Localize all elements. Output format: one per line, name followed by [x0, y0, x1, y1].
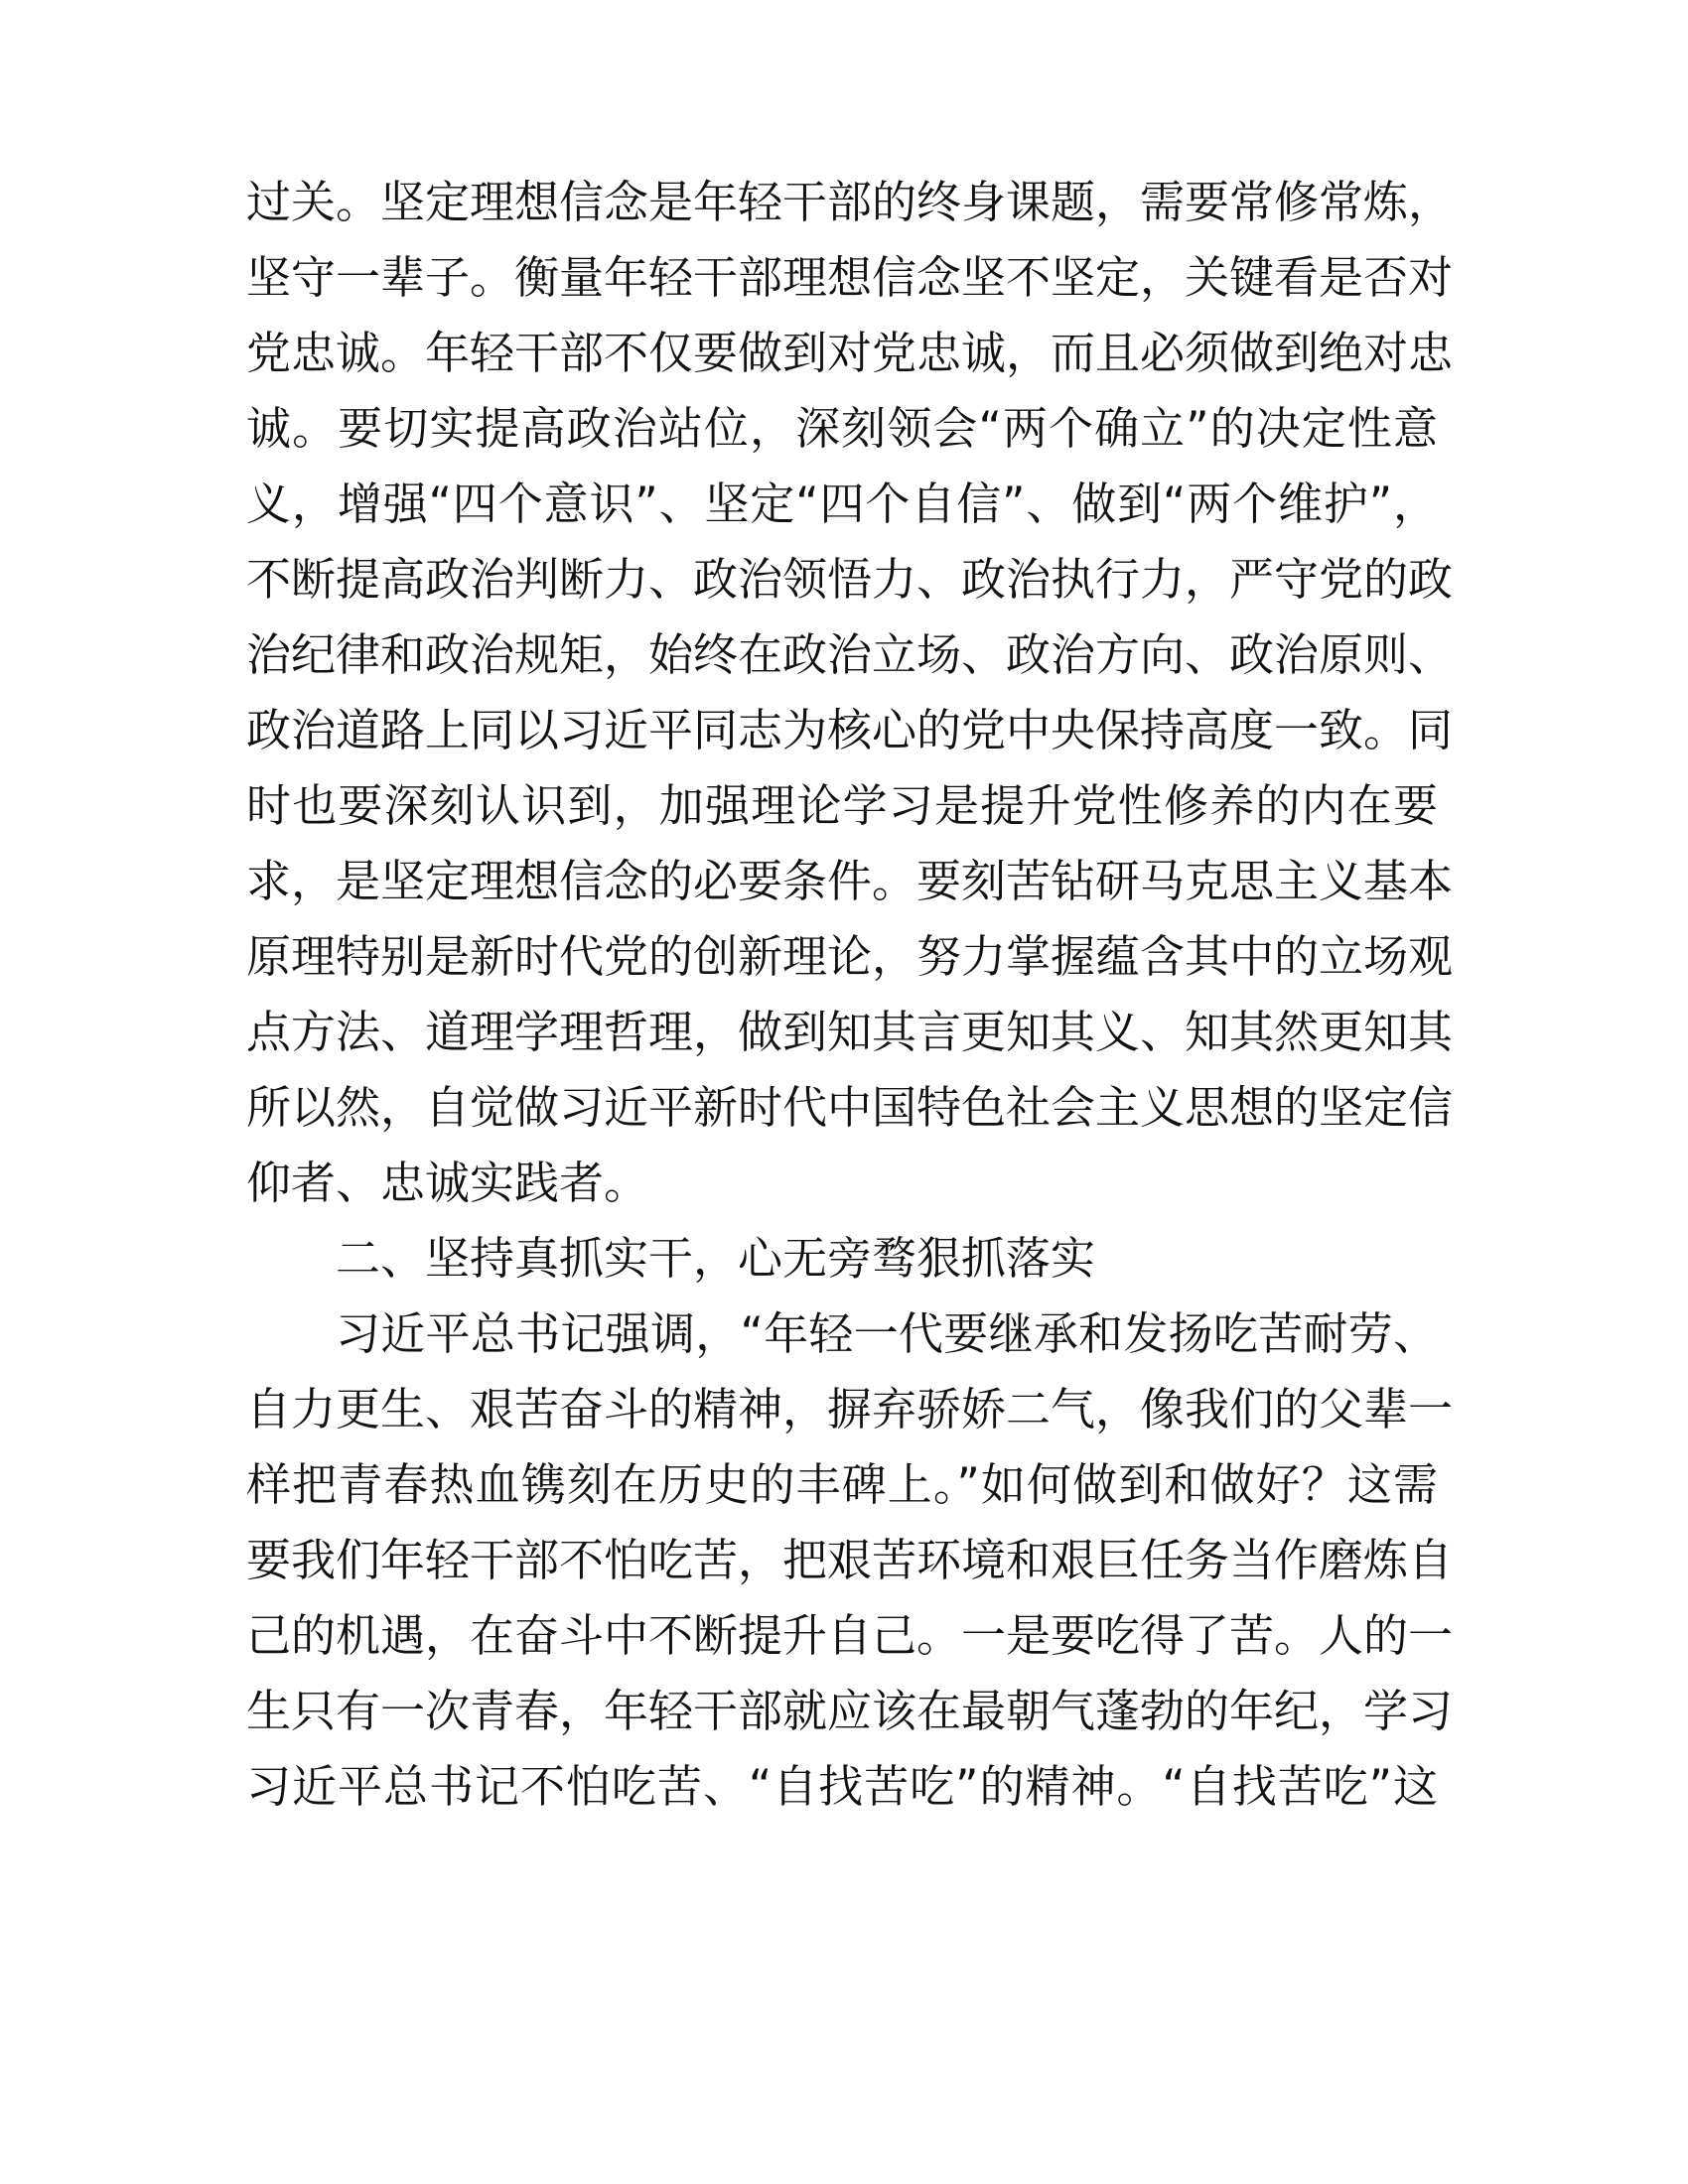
paragraph-1-line-7: 治纪律和政治规矩，始终在政治立场、政治方向、政治原则、	[246, 628, 1454, 681]
paragraph-1-line-2: 坚守一辈子。衡量年轻干部理想信念坚不坚定，关键看是否对	[246, 251, 1454, 304]
paragraph-1-line-11: 原理特别是新时代党的创新理论，努力掌握蕴含其中的立场观	[246, 930, 1454, 983]
paragraph-2-line-3: 样把青春热血镌刻在历史的丰碑上。”如何做到和做好？这需	[246, 1458, 1438, 1511]
paragraph-1-line-6: 不断提高政治判断力、政治领悟力、政治执行力，严守党的政	[246, 553, 1454, 606]
paragraph-1-line-14: 仰者、忠诚实践者。	[246, 1157, 649, 1209]
paragraph-1-line-3: 党忠诚。年轻干部不仅要做到对党忠诚，而且必须做到绝对忠	[246, 327, 1454, 379]
paragraph-2-line-2: 自力更生、艰苦奋斗的精神，摒弃骄娇二气，像我们的父辈一	[246, 1383, 1454, 1435]
paragraph-2-line-7: 习近平总书记不怕吃苦、“自找苦吃”的精神。“自找苦吃”这	[246, 1760, 1438, 1813]
paragraph-1-line-13: 所以然，自觉做习近平新时代中国特色社会主义思想的坚定信	[246, 1081, 1454, 1134]
paragraph-1-line-1: 过关。坚定理想信念是年轻干部的终身课题，需要常修常炼，	[246, 176, 1454, 228]
paragraph-1-line-5: 义，增强“四个意识”、坚定“四个自信”、做到“两个维护”，	[246, 478, 1438, 530]
paragraph-2-line-6: 生只有一次青春，年轻干部就应该在最朝气蓬勃的年纪，学习	[246, 1685, 1454, 1737]
paragraph-2-line-4: 要我们年轻干部不怕吃苦，把艰苦环境和艰巨任务当作磨炼自	[246, 1534, 1454, 1586]
paragraph-2-line-5: 己的机遇，在奋斗中不断提升自己。一是要吃得了苦。人的一	[246, 1609, 1454, 1662]
paragraph-1-line-12: 点方法、道理学理哲理，做到知其言更知其义、知其然更知其	[246, 1006, 1454, 1058]
paragraph-1-line-8: 政治道路上同以习近平同志为核心的党中央保持高度一致。同	[246, 704, 1454, 756]
paragraph-2-line-1: 习近平总书记强调，“年轻一代要继承和发扬吃苦耐劳、	[336, 1307, 1438, 1360]
paragraph-1-line-9: 时也要深刻认识到，加强理论学习是提升党性修养的内在要	[246, 779, 1438, 832]
section-heading: 二、坚持真抓实干，心无旁骛狠抓落实	[336, 1232, 1096, 1285]
paragraph-1-line-10: 求，是坚定理想信念的必要条件。要刻苦钻研马克思主义基本	[246, 855, 1454, 907]
paragraph-1-line-4: 诚。要切实提高政治站位，深刻领会“两个确立”的决定性意	[246, 402, 1438, 455]
